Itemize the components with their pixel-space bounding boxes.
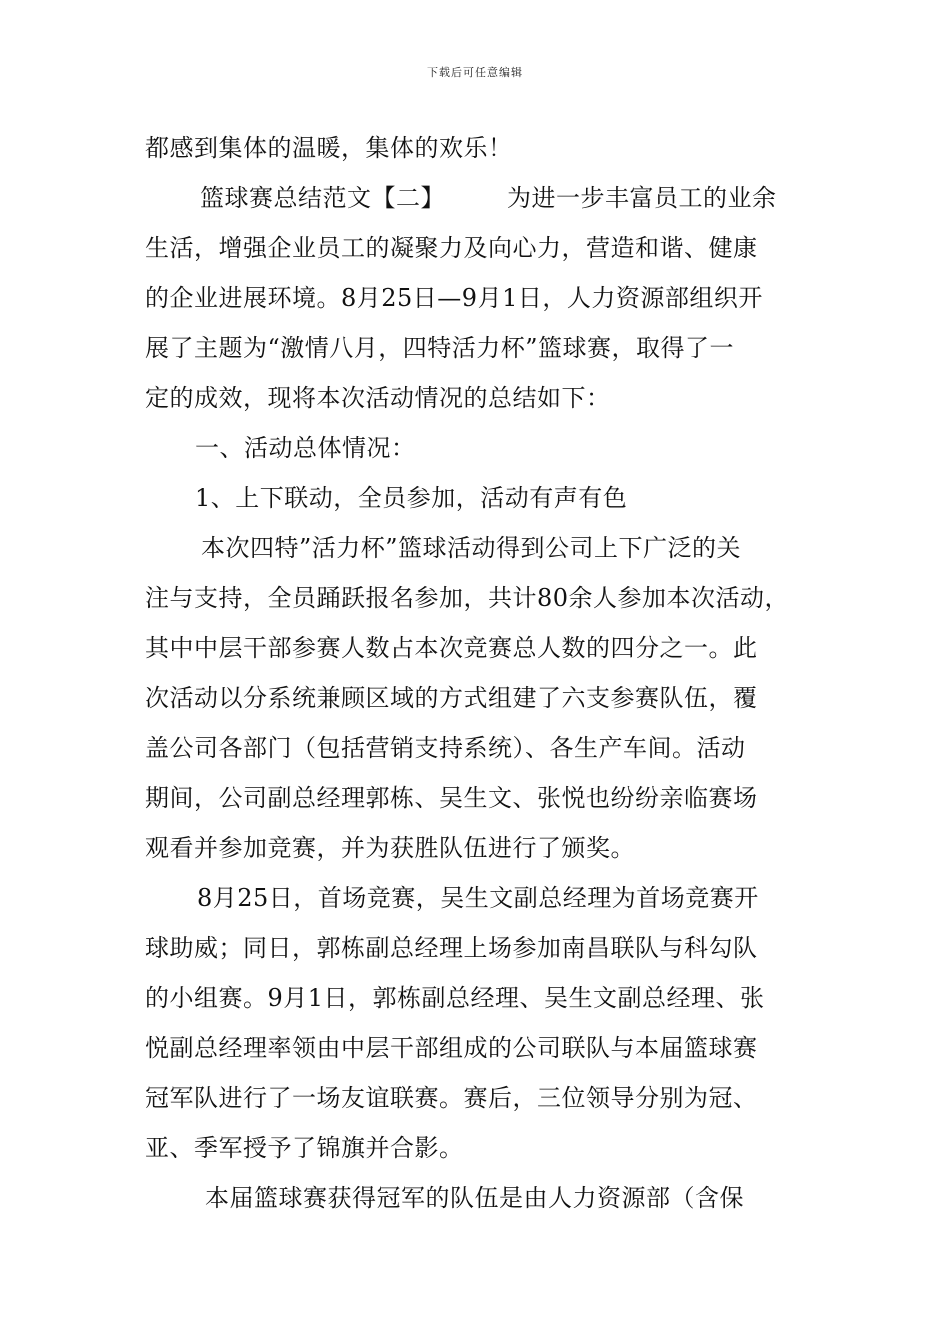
line-text: 观看并参加竞赛，并为获胜队伍进行了颁奖。: [145, 834, 635, 862]
line-text: 本届篮球赛获得冠军的队伍是由人力资源部（含保: [205, 1184, 744, 1212]
line-text: 生活，增强企业员工的凝聚力及向心力，营造和谐、健康: [145, 234, 758, 262]
text-line: [145, 523, 810, 573]
page-header-note: 下载后可任意编辑: [427, 66, 523, 79]
text-line: [145, 673, 810, 723]
line-text: 本次四特”活力杯”篮球活动得到公司上下广泛的关: [201, 534, 742, 562]
text-line: [145, 923, 810, 973]
text-line: [145, 823, 810, 873]
text-line: [145, 773, 810, 823]
line-text: 为进一步丰富员工的业余: [507, 184, 777, 212]
subsection-heading: 1、上下联动，全员参加，活动有声有色: [195, 484, 628, 512]
text-line: [145, 623, 810, 673]
section-heading: 篮球赛总结范文【二】: [200, 184, 445, 212]
text-line: [145, 1173, 810, 1223]
text-line: [145, 223, 810, 273]
line-text: 定的成效，现将本次活动情况的总结如下：: [145, 384, 611, 412]
line-text: 冠军队进行了一场友谊联赛。赛后，三位领导分别为冠、: [145, 1084, 758, 1112]
text-line: [145, 1073, 810, 1123]
line-text: 期间，公司副总经理郭栋、吴生文、张悦也纷纷亲临赛场: [145, 784, 758, 812]
text-line: [145, 373, 810, 423]
text-line: [145, 1023, 810, 1073]
line-text: 球助威；同日，郭栋副总经理上场参加南昌联队与科勾队: [145, 934, 758, 962]
document-body: [145, 123, 810, 1223]
text-line: [145, 723, 810, 773]
line-text: 展了主题为“激情八月，四特活力杯”篮球赛，取得了一: [145, 334, 735, 362]
text-line: [145, 173, 810, 223]
text-line: [145, 873, 810, 923]
text-line: [145, 323, 810, 373]
line-text: 悦副总经理率领由中层干部组成的公司联队与本届篮球赛: [145, 1034, 758, 1062]
text-line: [145, 973, 810, 1023]
text-line: [145, 573, 810, 623]
line-text: 的企业进展环境。8月25日—9月1日，人力资源部组织开: [145, 284, 763, 312]
text-line: [145, 423, 810, 473]
line-text: 8月25日，首场竞赛，吴生文副总经理为首场竞赛开: [197, 884, 759, 912]
line-text: 亚、季军授予了锦旗并合影。: [145, 1134, 464, 1162]
line-text: 都感到集体的温暖，集体的欢乐！: [145, 134, 513, 162]
line-text: 盖公司各部门（包括营销支持系统）、各生产车间。活动: [145, 734, 746, 762]
line-text: 注与支持，全员踊跃报名参加，共计80余人参加本次活动，: [145, 584, 790, 612]
text-line: [145, 123, 810, 173]
text-line: [145, 1123, 810, 1173]
line-text: 其中中层干部参赛人数占本次竞赛总人数的四分之一。此: [145, 634, 758, 662]
line-text: 次活动以分系统兼顾区域的方式组建了六支参赛队伍，覆: [145, 684, 758, 712]
text-line: [145, 273, 810, 323]
text-line: [145, 473, 810, 523]
line-text: 的小组赛。9月1日，郭栋副总经理、吴生文副总经理、张: [145, 984, 765, 1012]
subsection-heading: 一、活动总体情况：: [195, 434, 416, 462]
